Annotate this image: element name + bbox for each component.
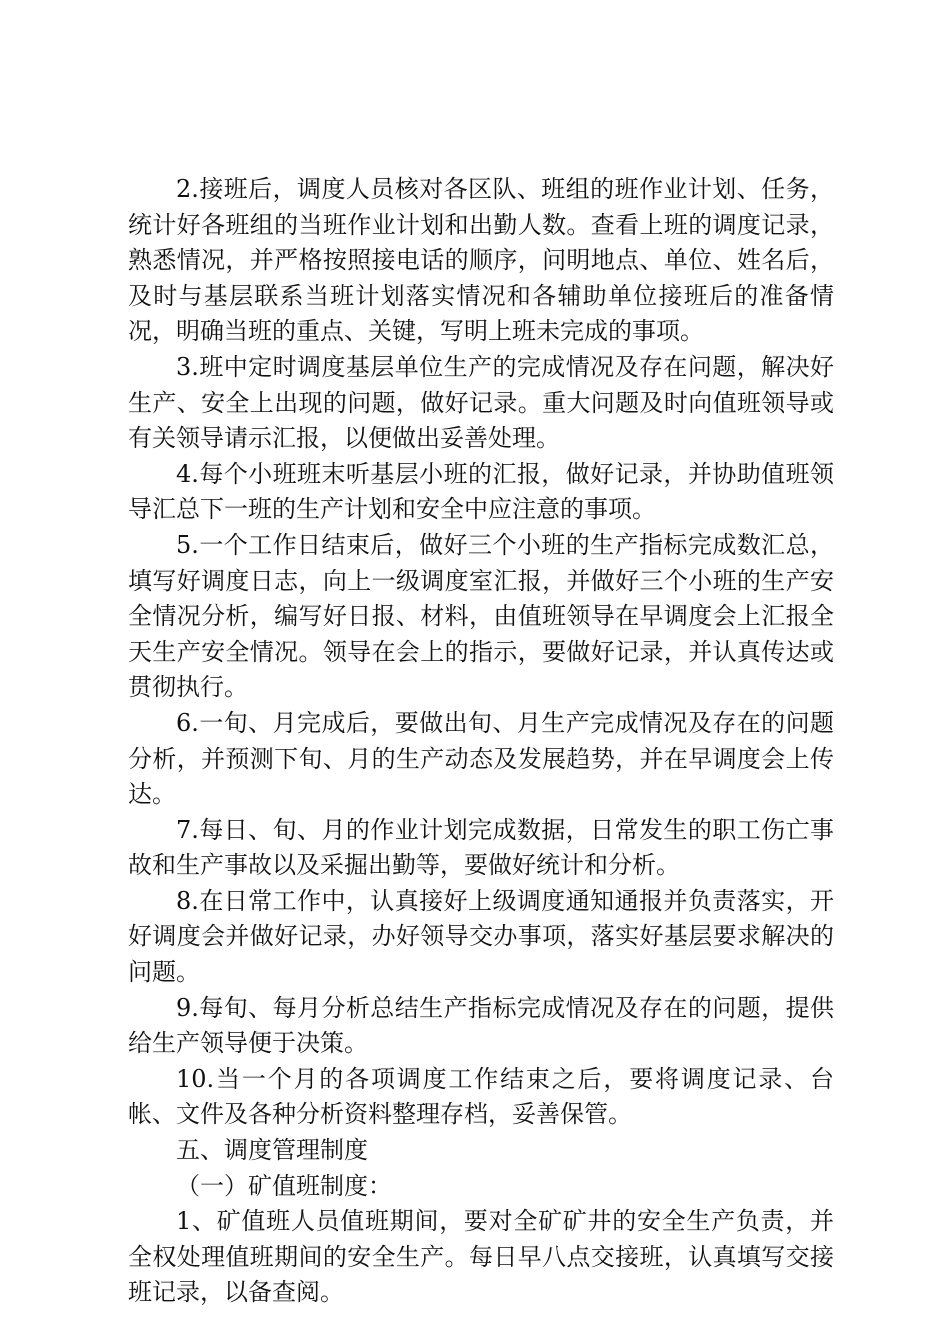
section-heading: 五、调度管理制度 bbox=[176, 1136, 368, 1165]
subsection-heading: （一）矿值班制度： bbox=[176, 1171, 392, 1200]
paragraph-item-8: 8.在日常工作中，认真接好上级调度通知通报并负责落实，开好调度会并做好记录，办好领导交办事项，落实好基层要求解决的问题。 bbox=[128, 886, 834, 987]
paragraph-item-2: 2.接班后，调度人员核对各区队、班组的班作业计划、任务，统计好各班组的当班作业计划和出勤人数。查看上班的调度记录，熟悉情况，并严格按照接电话的顺序，问明地点、单位、姓名后，及时与基层联系当班计划落实情况和各辅助单位接班后的准备情况，明确当班的重点、关键，写明上班未完成的事项。 bbox=[128, 175, 834, 346]
paragraph-rule-1: 1、矿值班人员值班期间，要对全矿矿井的安全生产负责，并全权处理值班期间的安全生产。每日早八点交接班，认真填写交接班记录，以备查阅。 bbox=[128, 1207, 834, 1307]
paragraph-item-6: 6.一旬、月完成后，要做出旬、月生产完成情况及存在的问题分析，并预测下旬、月的生产动态及发展趋势，并在早调度会上传达。 bbox=[128, 708, 834, 809]
document-body bbox=[128, 172, 834, 1311]
paragraph-item-7: 7.每日、旬、月的作业计划完成数据，日常发生的职工伤亡事故和生产事故以及采掘出勤等，要做好统计和分析。 bbox=[128, 815, 834, 880]
paragraph-item-3: 3.班中定时调度基层单位生产的完成情况及存在问题，解决好生产、安全上出现的问题，做好记录。重大问题及时向值班领导或有关领导请示汇报，以便做出妥善处理。 bbox=[128, 352, 834, 453]
paragraph-item-4: 4.每个小班班末听基层小班的汇报，做好记录，并协助值班领导汇总下一班的生产计划和安全中应注意的事项。 bbox=[128, 459, 834, 524]
paragraph-item-10: 10.当一个月的各项调度工作结束之后，要将调度记录、台帐、文件及各种分析资料整理存档，妥善保管。 bbox=[128, 1064, 834, 1129]
paragraph-item-5: 5.一个工作日结束后，做好三个小班的生产指标完成数汇总，填写好调度日志，向上一级调度室汇报，并做好三个小班的生产安全情况分析，编写好日报、材料，由值班领导在早调度会上汇报全天生产安全情况。领导在会上的指示，要做好记录，并认真传达或贯彻执行。 bbox=[128, 530, 834, 702]
paragraph-item-9: 9.每旬、每月分析总结生产指标完成情况及存在的问题，提供给生产领导便于决策。 bbox=[128, 993, 834, 1058]
